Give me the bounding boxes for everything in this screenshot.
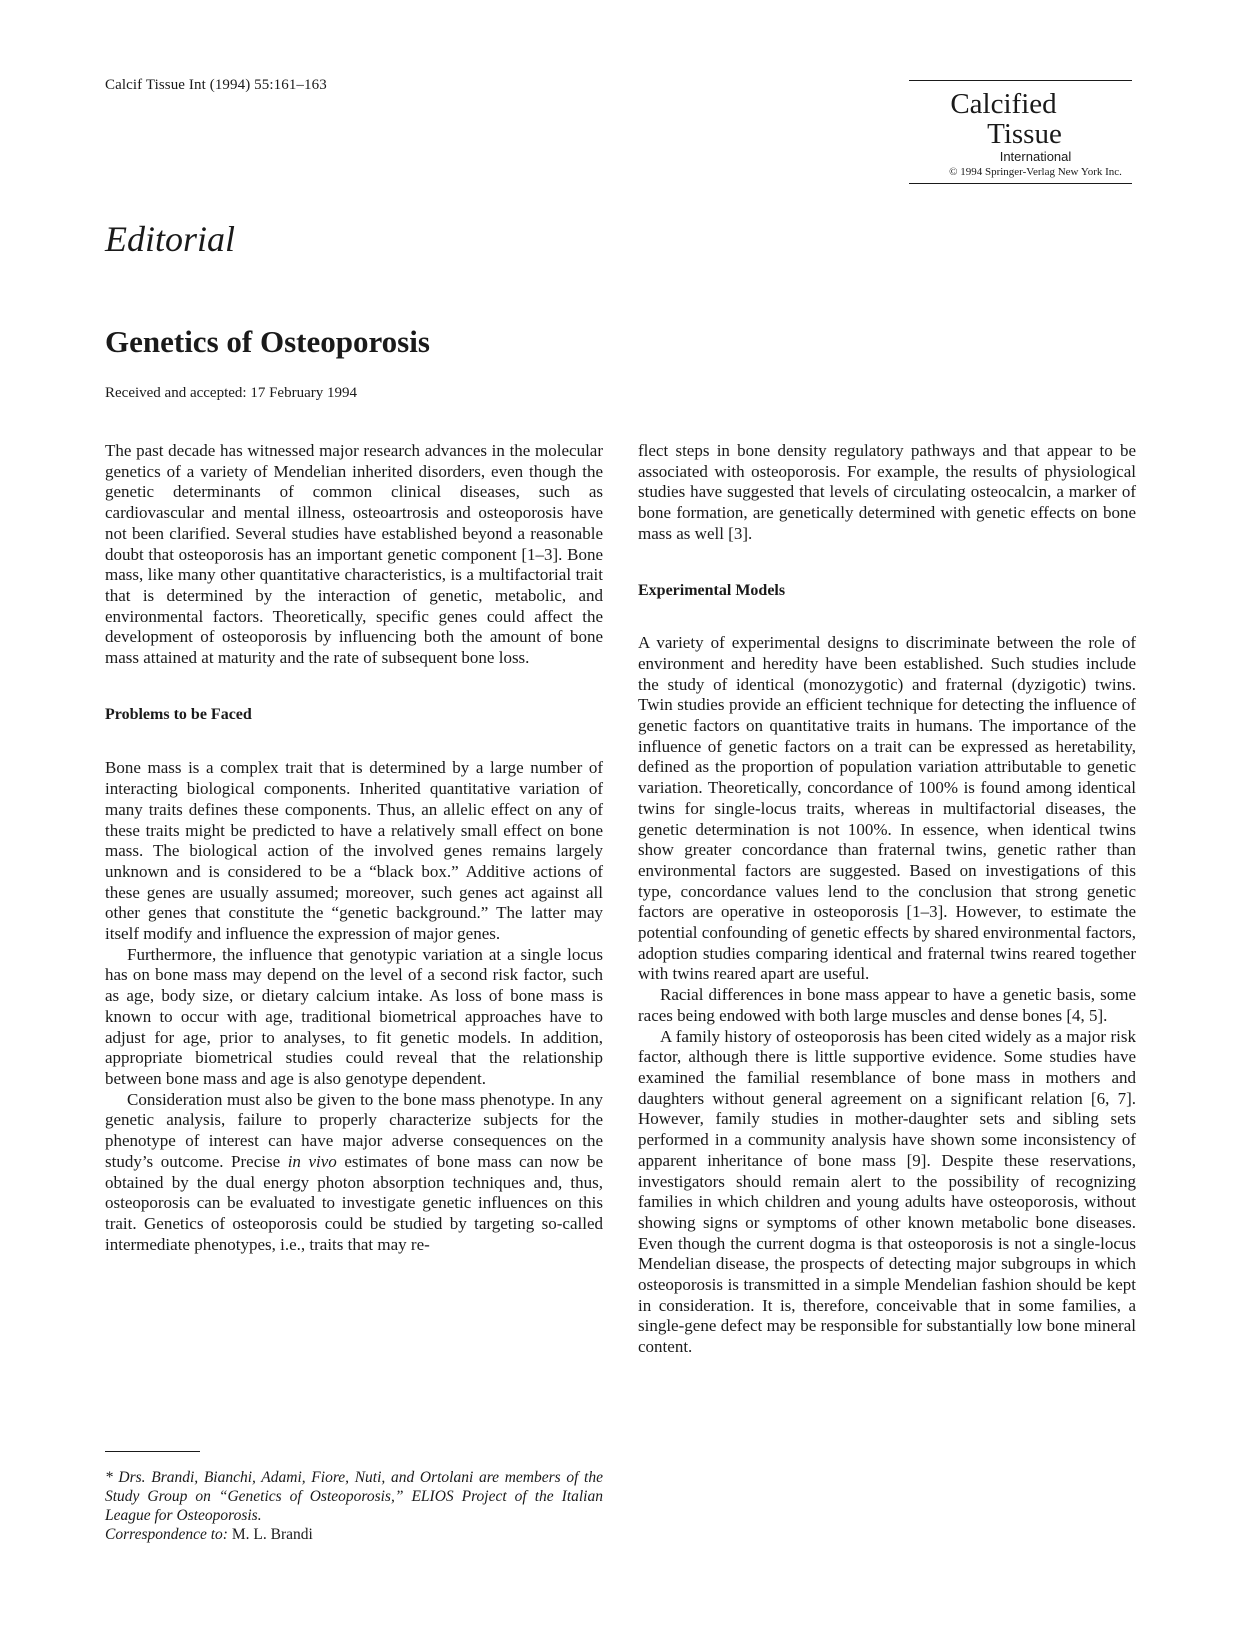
paragraph: A family history of osteoporosis has been cited widely as a major risk factor, although there is little supportive evidence. Some studies have examined the familial resemblance of bone mass in mothers and daughters without general agreement on a significant relation [6, 7]. However, family studies in mother-daughter sets and sibling sets performed in a community analysis have shown some inconsistency of apparent inheritance of bone mass [9]. Despite these reservations, investigators should remain alert to the possibility of recognizing families in which children and young adults have osteoporosis, without showing signs or symptoms of other known metabolic bone diseases. Even though the current dogma is that osteoporosis is not a single-locus Mendelian disease, the prospects of detecting major subgroups in which osteoporosis is transmitted in a simple Mendelian fashion should be kept in consideration. It is, therefore, conceivable that in some families, a single-gene defect may be responsible for substantially low bone mineral content. (638, 1026, 1136, 1357)
paragraph: flect steps in bone density regulatory pathways and that appear to be associated with osteoporosis. For example, the results of physiological studies have suggested that levels of circulating osteocalcin, a marker of bone formation, are genetically determined with genetic effects on bone mass as well [3]. (638, 441, 1136, 543)
footnote-text: * Drs. Brandi, Bianchi, Adami, Fiore, Nuti, and Ortolani are members of the Study Group on “Genetics of Osteoporosis,” ELIOS Project of the Italian League for Osteoporosis. (105, 1469, 603, 1524)
correspondence-name: M. L. Brandi (227, 1526, 313, 1543)
right-column (638, 441, 1136, 1358)
journal-masthead (909, 80, 1132, 184)
section-label: Editorial (105, 219, 236, 259)
journal-copyright: © 1994 Springer-Verlag New York Inc. (949, 166, 1122, 178)
section-heading: Experimental Models (638, 581, 786, 599)
received-date: Received and accepted: 17 February 1994 (105, 385, 357, 401)
correspondence-line (105, 1525, 603, 1544)
paragraph: Bone mass is a complex trait that is determined by a large number of interacting biological components. Inherited quantitative variation of many traits defines these components. Thus, an allelic effect on any of these traits might be predicted to have a relatively small effect on bone mass. The biological action of the involved genes remains largely unknown and is considered to be a “black box.” Additive actions of these genes are usually assumed; moreover, such genes act against all other genes that constitute the “genetic background.” The latter may itself modify and influence the expression of major genes. (105, 758, 603, 944)
journal-name-line2: Tissue (987, 118, 1062, 150)
paragraph-text: estimates of bone mass can now be obtained by the dual energy photon absorption techniques and, thus, osteoporosis can be evaluated to investigate genetic influences on this trait. Genetics of osteoporosis could be studied by targeting so-called intermediate phenotypes, i.e., traits that may re- (105, 1151, 603, 1254)
paragraph (105, 1090, 603, 1256)
journal-name-line1: Calcified (950, 88, 1057, 120)
journal-subtitle: International (999, 149, 1072, 164)
correspondence-label: Correspondence to: (105, 1526, 228, 1543)
footnote (105, 1468, 603, 1544)
paragraph-text: Consideration must also be given to the bone mass phenotype. In any genetic analysis, failure to properly characterize subjects for the phenotype of interest can have major adverse consequences on the study’s outcome. Precise (105, 1089, 603, 1171)
paragraph: Racial differences in bone mass appear to have a genetic basis, some races being endowed with both large muscles and dense bones [4, 5]. (638, 985, 1136, 1025)
left-column (105, 441, 603, 1255)
paragraph: A variety of experimental designs to discriminate between the role of environment and heredity have been established. Such studies include the study of identical (monozygotic) and fraternal (dyzigotic) twins. Twin studies provide an efficient technique for detecting the influence of genetic factors on quantitative traits in humans. The importance of the influence of genetic factors on a trait can be expressed as heretability, defined as the proportion of population variation attributable to genetic variation. Theoretically, concordance of 100% is found among identical twins for single-locus traits, whereas in multifactorial diseases, the genetic determination is not 100%. In essence, when identical twins show greater concordance than fraternal twins, genetic rather than environmental factors are suggested. Based on investigations of this type, concordance values lend to the conclusion that strong genetic factors are operative in osteoporosis [1–3]. However, to estimate the potential confounding of genetic effects by shared environmental factors, adoption studies comparing identical and fraternal twins reared together with twins reared apart are useful. (638, 633, 1136, 984)
italic-term: in vivo (287, 1151, 337, 1171)
section-heading: Problems to be Faced (105, 705, 252, 723)
paragraph: The past decade has witnessed major research advances in the molecular genetics of a variety of Mendelian inherited disorders, even though the genetic determinants of common clinical diseases, such as cardiovascular and mental illness, osteoartrosis and osteoporosis have not been clarified. Several studies have established beyond a reasonable doubt that osteoporosis has an important genetic component [1–3]. Bone mass, like many other quantitative characteristics, is a multifactorial trait that is determined by the interaction of genetic, metabolic, and environmental factors. Theoretically, specific genes could affect the development of osteoporosis by influencing both the amount of bone mass attained at maturity and the rate of subsequent bone loss. (105, 441, 603, 668)
paragraph: Furthermore, the influence that genotypic variation at a single locus has on bone mass may depend on the level of a second risk factor, such as age, body size, or dietary calcium intake. As loss of bone mass is known to occur with age, traditional biometrical approaches have to adjust for age, prior to analyses, to fit genetic models. In addition, appropriate biometrical studies could reveal that the relationship between bone mass and age is also genotype dependent. (105, 944, 603, 1088)
article-title: Genetics of Osteoporosis (105, 324, 430, 359)
footnote-rule (105, 1451, 200, 1452)
journal-citation: Calcif Tissue Int (1994) 55:161–163 (105, 77, 327, 93)
